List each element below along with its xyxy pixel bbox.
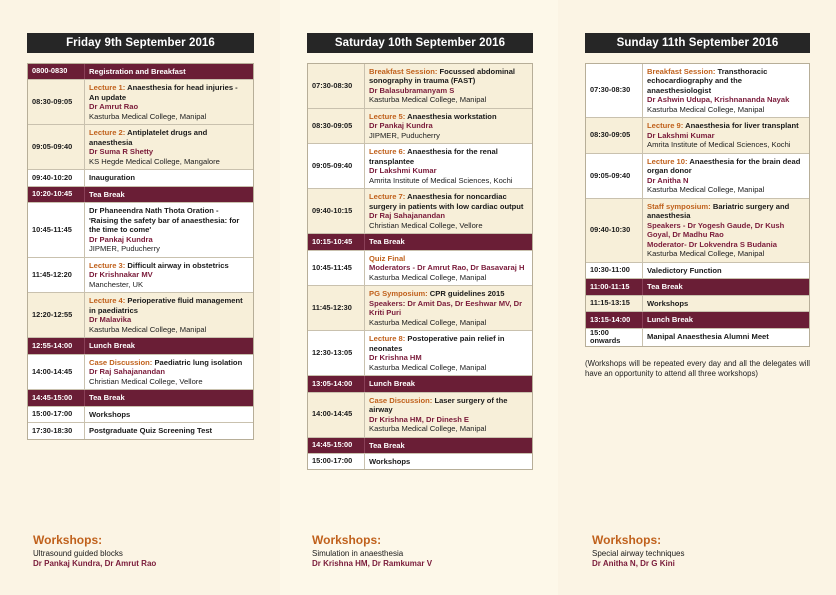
session-text: Dr Krishnakar MV: [89, 270, 153, 280]
session-title: [89, 393, 249, 402]
session-title: [89, 358, 249, 367]
session-time: 11:45-12:20: [28, 258, 85, 292]
session-time: 0800-0830: [28, 64, 85, 79]
day-title: Saturday 10th September 2016: [307, 33, 533, 53]
session-row: [586, 263, 809, 279]
session-row: [28, 293, 253, 338]
session-text: Paediatric lung isolation: [154, 357, 243, 367]
session-time: 10:20-10:45: [28, 187, 85, 202]
session-text: Postoperative pain relief in neonates: [369, 334, 505, 353]
session-text: Bariatric surgery and anaesthesia: [647, 201, 790, 221]
session-row: [28, 258, 253, 293]
break-row: [586, 312, 809, 328]
session-type-tag: Breakfast Session:: [647, 67, 716, 76]
session-details: [85, 80, 253, 124]
session-time: 11:15-13:15: [586, 296, 643, 311]
session-details: [643, 64, 809, 117]
session-speaker: [89, 270, 249, 279]
session-text: Dr Lakshmi Kumar: [647, 130, 715, 140]
session-text: Manipal Anaesthesia Alumni Meet: [647, 332, 769, 342]
session-text: Workshops: [89, 409, 131, 419]
session-title: [369, 457, 528, 466]
session-time: 09:05-09:40: [308, 144, 365, 188]
break-row: [28, 390, 253, 406]
session-details: [643, 279, 809, 294]
session-speaker: [369, 353, 528, 362]
session-row: [586, 199, 809, 263]
session-speaker: [369, 211, 528, 220]
session-institution: [369, 95, 528, 104]
session-details: [365, 376, 532, 391]
session-speaker: [369, 166, 528, 175]
session-row: [308, 331, 532, 376]
session-row: [586, 64, 809, 118]
workshop-topic: Special airway techniques: [592, 549, 685, 558]
session-time: 09:05-09:40: [28, 125, 85, 169]
workshops-sunday: [592, 533, 685, 570]
session-details: [365, 64, 532, 108]
session-institution: [89, 112, 249, 121]
session-title: [369, 192, 528, 211]
session-details: [365, 393, 532, 437]
session-time: 09:40-10:30: [586, 199, 643, 262]
session-text: Workshops: [369, 456, 411, 466]
session-text: Perioperative fluid management in paediatrics: [89, 296, 243, 315]
session-row: [28, 423, 253, 438]
break-row: [308, 438, 532, 454]
session-title: [89, 341, 249, 350]
session-text: Kasturba Medical College, Manipal: [369, 272, 487, 282]
session-details: [365, 234, 532, 249]
session-text: Dr Phaneendra Nath Thota Oration - 'Raising the safety bar of anaesthesia: for the time to come': [89, 206, 240, 235]
session-details: [85, 407, 253, 422]
session-institution: [369, 176, 528, 185]
session-type-tag: Lecture 7:: [369, 192, 406, 202]
break-row: [28, 338, 253, 354]
workshop-note: (Workshops will be repeated every day and all the delegates will have an opportunity to attend all three workshops): [585, 358, 810, 379]
session-text: Dr Anitha N: [647, 175, 689, 185]
session-title: [89, 426, 249, 435]
session-type-tag: Staff symposium:: [647, 201, 711, 211]
session-details: [643, 154, 809, 198]
session-time: 14:45-15:00: [308, 438, 365, 453]
session-text: Dr Raj Sahajanandan: [369, 211, 445, 221]
session-time: 10:45-11:45: [308, 251, 365, 285]
session-text: Registration and Breakfast: [89, 67, 186, 76]
session-time: 09:40-10:20: [28, 170, 85, 185]
session-type-tag: Lecture 9:: [647, 121, 684, 131]
session-time: 08:30-09:05: [28, 80, 85, 124]
session-text: Kasturba Medical College, Manipal: [369, 317, 487, 327]
session-text: Dr Amrut Rao: [89, 102, 139, 112]
session-type-tag: PG Symposium:: [369, 289, 428, 299]
session-title: [89, 173, 249, 182]
session-time: 08:30-09:05: [308, 109, 365, 143]
session-type-tag: Lecture 10:: [647, 156, 688, 166]
session-details: [85, 203, 253, 256]
session-time: 13:15-14:00: [586, 312, 643, 327]
session-title: [89, 410, 249, 419]
session-text: JIPMER, Puducherry: [89, 244, 160, 254]
workshops-friday: [33, 533, 156, 570]
session-details: [643, 263, 809, 278]
session-type-tag: Lecture 4:: [89, 296, 126, 306]
session-row: [308, 393, 532, 438]
session-text: Kasturba Medical College, Manipal: [647, 185, 765, 195]
day-column-sunday: [585, 33, 810, 380]
session-text: Transthoracic echocardiography and the anaesthesiologist: [647, 67, 768, 95]
session-text: Dr Ashwin Udupa, Krishnananda Nayak: [647, 95, 790, 105]
session-institution: [89, 325, 249, 334]
session-title: [647, 282, 805, 291]
schedule-table: [585, 63, 810, 347]
session-institution: [89, 377, 249, 386]
workshops-saturday: [312, 533, 432, 570]
session-details: [643, 118, 809, 152]
session-time: 08:30-09:05: [586, 118, 643, 152]
session-text: Dr Pankaj Kundra: [89, 234, 153, 244]
session-details: [85, 355, 253, 389]
session-title: [647, 157, 805, 176]
session-text: Anaesthesia for liver transplant: [685, 121, 799, 131]
session-institution: [89, 244, 249, 253]
session-speaker: [89, 102, 249, 111]
session-details: [85, 170, 253, 185]
session-time: 10:15-10:45: [308, 234, 365, 249]
session-text: CPR guidelines 2015: [429, 289, 505, 299]
session-institution: [89, 157, 249, 166]
session-text: Anaesthesia for the renal transplantee: [369, 147, 498, 166]
session-time: 09:05-09:40: [586, 154, 643, 198]
session-text: Workshops: [647, 298, 689, 308]
session-title: [647, 202, 805, 221]
session-text: Kasturba Medical College, Manipal: [369, 95, 487, 105]
session-institution: [647, 185, 805, 194]
session-speaker: [89, 235, 249, 244]
session-text: Tea Break: [89, 393, 125, 403]
session-row: [586, 329, 809, 346]
session-time: 13:05-14:00: [308, 376, 365, 391]
session-text: Anaesthesia workstation: [407, 111, 497, 121]
session-text: Dr Krishna HM, Dr Dinesh E: [369, 414, 470, 424]
session-text: Dr Balasubramanyam S: [369, 85, 455, 95]
session-title: [89, 206, 249, 234]
workshop-faculty: Dr Anitha N, Dr G Kini: [592, 559, 675, 569]
session-row: [308, 144, 532, 189]
break-row: [586, 279, 809, 295]
session-type-tag: Case Discussion:: [89, 357, 153, 367]
session-title: [647, 67, 805, 95]
session-time: 15:00-17:00: [308, 454, 365, 469]
session-text: Valedictory Function: [647, 265, 722, 275]
session-text: Moderator- Dr Lokvendra S Budania: [647, 239, 777, 249]
day-title: Friday 9th September 2016: [27, 33, 254, 53]
session-speaker: [89, 147, 249, 156]
session-text: Manchester, UK: [89, 279, 144, 289]
session-title: [89, 261, 249, 270]
session-text: Difficult airway in obstetrics: [127, 260, 229, 270]
session-row: [28, 170, 253, 186]
session-row: [28, 355, 253, 390]
session-type-tag: Breakfast Session:: [369, 67, 438, 76]
session-title: [369, 379, 528, 388]
session-details: [85, 423, 253, 438]
session-row: [28, 203, 253, 257]
session-title: [89, 83, 249, 102]
session-text: Lunch Break: [89, 341, 135, 351]
session-time: 11:45-12:30: [308, 286, 365, 330]
session-institution: [369, 318, 528, 327]
session-title: [89, 67, 249, 76]
session-title: [647, 266, 805, 275]
session-text: Christian Medical College, Vellore: [89, 376, 203, 386]
session-speaker: [647, 240, 805, 249]
session-details: [85, 390, 253, 405]
break-row: [308, 376, 532, 392]
break-row: [308, 234, 532, 250]
session-text: Speakers - Dr Yogesh Gaude, Dr Kush Goyal, Dr Madhu Rao: [647, 220, 785, 240]
session-title: [369, 441, 528, 450]
workshop-topic: Simulation in anaesthesia: [312, 549, 404, 558]
session-text: Kasturba Medical College, Manipal: [647, 249, 765, 259]
session-time: 11:00-11:15: [586, 279, 643, 294]
session-time: 07:30-08:30: [308, 64, 365, 108]
session-text: Kasturba Medical College, Manipal: [89, 111, 207, 121]
session-institution: [89, 280, 249, 289]
session-details: [365, 331, 532, 375]
session-text: JIPMER, Puducherry: [369, 130, 440, 140]
session-speaker: [647, 131, 805, 140]
session-speaker: [369, 86, 528, 95]
session-details: [365, 251, 532, 285]
session-time: 09:40-10:15: [308, 189, 365, 233]
session-text: KS Hegde Medical College, Mangalore: [89, 156, 220, 166]
session-details: [643, 312, 809, 327]
session-title: [369, 147, 528, 166]
session-time: 12:55-14:00: [28, 338, 85, 353]
session-details: [85, 258, 253, 292]
session-details: [365, 454, 532, 469]
session-text: Anaesthesia for head injuries - An update: [89, 83, 238, 102]
session-speaker: [369, 415, 528, 424]
day-column-saturday: [307, 33, 533, 470]
session-institution: [369, 424, 528, 433]
session-details: [365, 189, 532, 233]
break-row: [28, 187, 253, 203]
session-row: [28, 407, 253, 423]
session-time: 12:20-12:55: [28, 293, 85, 337]
schedule-table: [27, 63, 254, 440]
session-text: Kasturba Medical College, Manipal: [647, 104, 765, 114]
session-row: [308, 109, 532, 144]
session-text: Dr Lakshmi Kumar: [369, 166, 437, 176]
session-title: [647, 299, 805, 308]
session-text: Tea Break: [89, 189, 125, 199]
session-details: [85, 64, 253, 79]
session-details: [85, 125, 253, 169]
session-text: Dr Malavika: [89, 315, 132, 325]
session-title: [647, 121, 805, 130]
session-row: [308, 454, 532, 469]
session-text: Moderators - Dr Amrut Rao, Dr Basavaraj H: [369, 263, 525, 273]
session-speaker: [369, 263, 528, 272]
session-title: [647, 315, 805, 324]
session-time: 10:30-11:00: [586, 263, 643, 278]
session-title: [369, 254, 528, 263]
session-text: Lunch Break: [647, 315, 693, 325]
session-details: [643, 199, 809, 262]
session-institution: [369, 273, 528, 282]
session-text: Amrita Institute of Medical Sciences, Kochi: [369, 175, 513, 185]
session-institution: [647, 105, 805, 114]
session-row: [308, 64, 532, 109]
session-time: 15:00-17:00: [28, 407, 85, 422]
session-text: Anaesthesia for the brain dead organ donor: [647, 156, 801, 176]
session-title: [89, 296, 249, 315]
session-details: [85, 338, 253, 353]
session-row: [308, 251, 532, 286]
session-type-tag: Lecture 6:: [369, 147, 406, 157]
schedule-table: [307, 63, 533, 470]
session-type-tag: Lecture 2:: [89, 128, 126, 138]
session-title: [369, 334, 528, 353]
session-text: Tea Break: [369, 237, 405, 247]
session-type-tag: Lecture 3:: [89, 260, 126, 270]
session-type-tag: Lecture 5:: [369, 111, 406, 121]
session-row: [28, 80, 253, 125]
session-text: Speakers: Dr Amit Das, Dr Eeshwar MV, Dr Kriti Puri: [369, 298, 523, 318]
workshops-heading: Workshops:: [33, 533, 103, 547]
session-row: [308, 189, 532, 234]
session-time: 10:45-11:45: [28, 203, 85, 256]
session-type-tag: Quiz Final: [369, 253, 406, 263]
workshops-heading: Workshops:: [312, 533, 382, 547]
session-title: [369, 67, 528, 86]
session-title: [647, 332, 805, 341]
session-institution: [369, 363, 528, 372]
day-column-friday: [27, 33, 254, 440]
session-row: [28, 125, 253, 170]
session-details: [85, 293, 253, 337]
session-text: Dr Pankaj Kundra: [369, 121, 433, 131]
session-details: [643, 329, 809, 346]
session-details: [365, 109, 532, 143]
session-speaker: [647, 176, 805, 185]
session-speaker: [89, 315, 249, 324]
break-row: [28, 64, 253, 80]
workshop-faculty: Dr Pankaj Kundra, Dr Amrut Rao: [33, 559, 157, 569]
session-details: [365, 286, 532, 330]
session-speaker: [647, 221, 805, 240]
session-text: Dr Raj Sahajanandan: [89, 367, 165, 377]
workshops-heading: Workshops:: [592, 533, 662, 547]
session-details: [643, 296, 809, 311]
session-text: Anaesthesia for noncardiac surgery in patients with low cardiac output: [369, 192, 524, 211]
session-speaker: [647, 95, 805, 104]
session-details: [85, 187, 253, 202]
session-time: 15:00 onwards: [586, 329, 643, 346]
session-details: [365, 144, 532, 188]
session-institution: [369, 131, 528, 140]
session-time: 12:30-13:05: [308, 331, 365, 375]
session-text: Christian Medical College, Vellore: [369, 220, 483, 230]
session-speaker: [89, 367, 249, 376]
day-title: Sunday 11th September 2016: [585, 33, 810, 53]
session-text: Amrita Institute of Medical Sciences, Kochi: [647, 140, 791, 150]
workshop-faculty: Dr Krishna HM, Dr Ramkumar V: [312, 559, 433, 569]
session-text: Focussed abdominal sonography in trauma (FAST): [369, 67, 516, 86]
session-type-tag: Lecture 8:: [369, 334, 406, 344]
session-title: [369, 237, 528, 246]
session-text: Dr Suma R Shetty: [89, 147, 154, 157]
session-institution: [369, 221, 528, 230]
session-speaker: [369, 121, 528, 130]
session-title: [369, 112, 528, 121]
session-row: [308, 286, 532, 331]
session-text: Kasturba Medical College, Manipal: [89, 324, 207, 334]
session-text: Kasturba Medical College, Manipal: [369, 424, 487, 434]
session-title: [89, 190, 249, 199]
session-institution: [647, 249, 805, 258]
session-text: Antiplatelet drugs and anaesthesia: [89, 128, 208, 147]
session-time: 07:30-08:30: [586, 64, 643, 117]
session-details: [365, 438, 532, 453]
workshop-topic: Ultrasound guided blocks: [33, 549, 123, 558]
session-speaker: [369, 299, 528, 318]
session-title: [369, 396, 528, 415]
session-text: Tea Break: [647, 282, 683, 292]
session-row: [586, 118, 809, 153]
session-text: Dr Krishna HM: [369, 353, 422, 363]
session-row: [586, 296, 809, 312]
session-title: [369, 289, 528, 298]
session-time: 17:30-18:30: [28, 423, 85, 438]
session-row: [586, 154, 809, 199]
session-text: Kasturba Medical College, Manipal: [369, 362, 487, 372]
session-institution: [647, 140, 805, 149]
session-text: Inauguration: [89, 173, 135, 183]
session-text: Tea Break: [369, 440, 405, 450]
session-text: Postgraduate Quiz Screening Test: [89, 426, 213, 436]
session-type-tag: Lecture 1:: [89, 83, 126, 93]
session-type-tag: Case Discussion:: [369, 395, 433, 405]
session-time: 14:45-15:00: [28, 390, 85, 405]
session-time: 14:00-14:45: [28, 355, 85, 389]
session-title: [89, 128, 249, 147]
session-time: 14:00-14:45: [308, 393, 365, 437]
session-text: Laser surgery of the airway: [369, 395, 508, 415]
session-text: Lunch Break: [369, 379, 415, 389]
